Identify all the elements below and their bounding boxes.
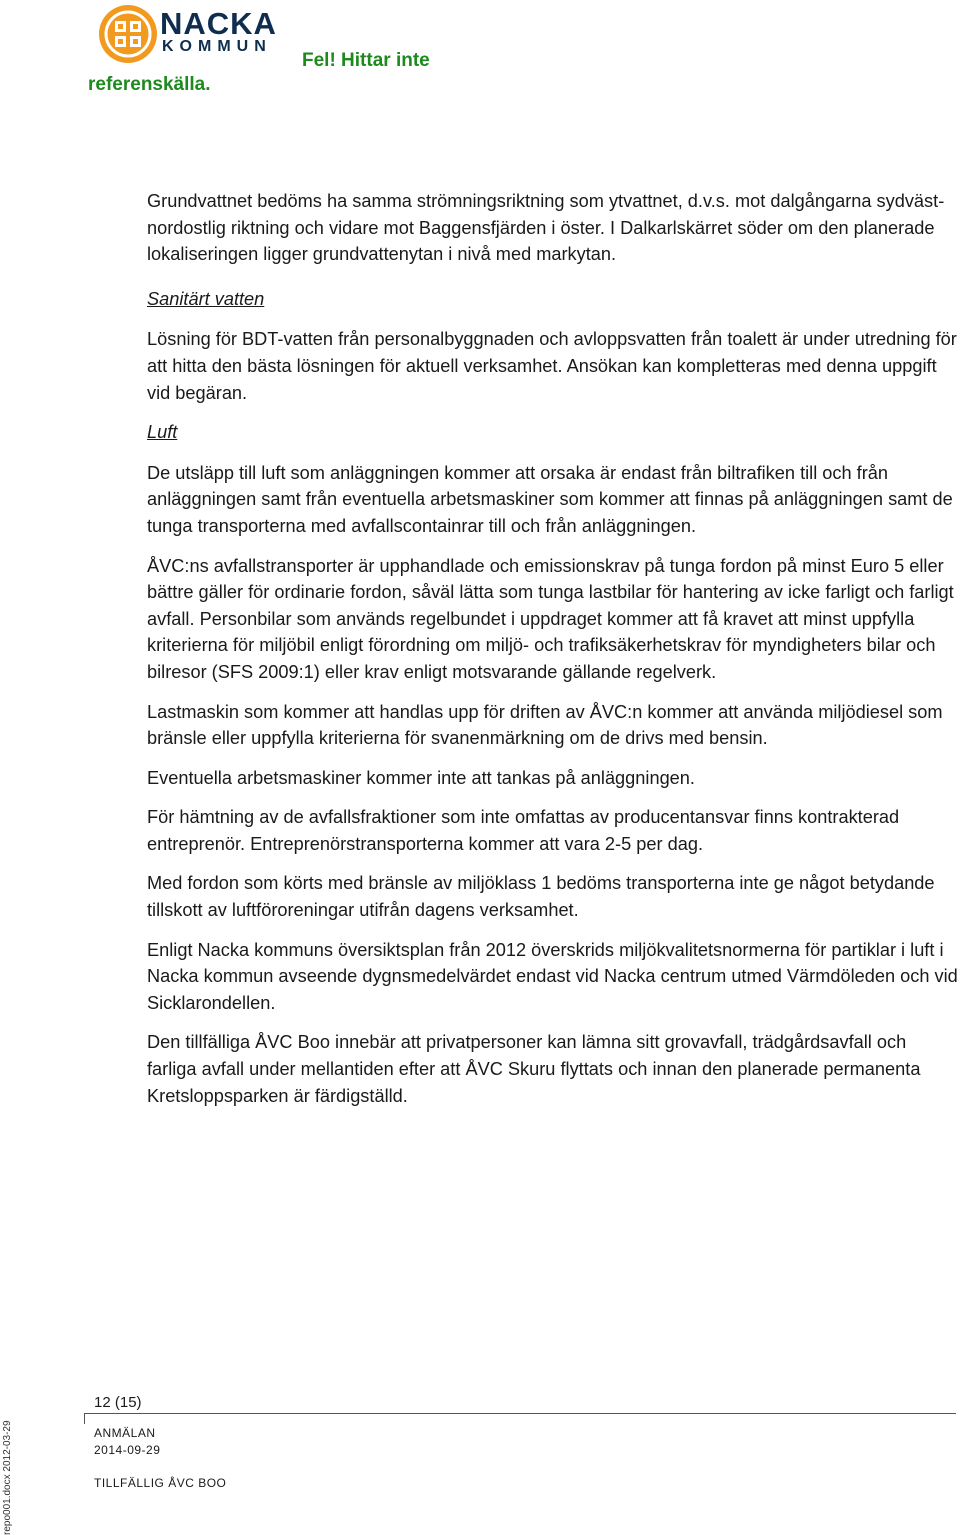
header-field-error-line1: Fel! Hittar inte [302,50,430,71]
paragraph-air-emissions: De utsläpp till luft som anläggningen kommer att orsaka är endast från biltrafiken till och från anläggningen samt från eventuella arbetsmaskiner som kommer att finnas på anläggningen samt de tunga transporterna med avfallscontainrar till och från anläggningen. [147,462,953,536]
heading-sanitary-water: Sanitärt vatten [147,288,265,309]
paragraph-overview-plan: Enligt Nacka kommuns översiktsplan från 2012 överskrids miljökvalitetsnormerna för partiklar i luft i Nacka kommun avseende dygnsmedelvärdet endast vid Nacka centrum utmed Värmdöleden och vid Sicklarondellen. [147,939,958,1013]
nacka-logo [98,4,288,64]
paragraph-transport-requirements: ÅVC:ns avfallstransporter är upphandlade och emissionskrav på tunga fordon på minst Euro 5 eller bättre gäller för ordinarie fordon, såväl lätta som tunga lastbilar för hantering av icke farligt och farligt avfall. Personbilar som används regelbundet i uppdraget kommer att få kravet att minst uppfylla kriterierna för miljöbil enligt förordning om miljö- och trafiksäkerhetskrav för myndigheters bilar och bilresor (SFS 2009:1) eller krav enligt motsvarande gällande regelverk. [147,555,954,682]
paragraph-collection: För hämtning av de avfallsfraktioner som inte omfattas av producentansvar finns kontrakterad entreprenör. Entreprenörstransporterna kommer att vara 2-5 per dag. [147,807,900,854]
paragraph-loader: Lastmaskin som kommer att handlas upp för driften av ÅVC:n kommer att använda miljödiesel som bränsle eller uppfylla kriterierna för svanenmärkning om de drivs med bensin. [147,701,943,749]
footer-doc-type: ANMÄLAN [94,1426,156,1440]
paragraph-bdt-water: Lösning för BDT-vatten från personalbyggnaden och avloppsvatten från toalett är under utredning för att hitta den bästa lösningen för aktuell verksamhet. Ansökan kan kompletteras med denna uppgift vid begäran. [147,329,957,403]
paragraph-refueling: Eventuella arbetsmaskiner kommer inte att tankas på anläggningen. [147,767,695,788]
paragraph-groundwater: Grundvattnet bedöms ha samma strömningsriktning som ytvattnet, d.v.s. mot dalgångarna sydväst-nordostlig riktning och vidare mot Baggensfjärden i öster. I Dalkarlskärret söder om den planerade lokaliseringen ligger grundvattenytan i nivå med markytan. [147,191,945,265]
nacka-emblem-icon [98,4,158,64]
side-template-id: repo001.docx 2012-03-29 [2,1420,13,1535]
paragraph-fuel-class: Med fordon som körts med bränsle av miljöklass 1 bedöms transporterna inte ge något betydande tillskott av luftföroreningar utifrån dagens verksamhet. [147,873,935,921]
header-field-error-line2: referenskälla. [88,74,211,95]
logo-wordmark-kommun: KOMMUN [162,38,272,55]
page-number: 12 (15) [94,1394,142,1411]
footer-date: 2014-09-29 [94,1443,161,1457]
footer-project: TILLFÄLLIG ÅVC BOO [94,1476,227,1490]
logo-wordmark-nacka: NACKA [160,6,277,41]
heading-air: Luft [147,422,178,443]
footer-divider [84,1413,956,1414]
paragraph-temporary-avc: Den tillfälliga ÅVC Boo innebär att privatpersoner kan lämna sitt grovavfall, trädgårdsavfall och farliga avfall under mellantiden efter att ÅVC Skuru flyttats och innan den planerade permanenta Kretsloppsparken är färdigställd. [147,1032,921,1106]
footer-divider-tick [84,1413,85,1424]
document-body [147,188,959,1122]
